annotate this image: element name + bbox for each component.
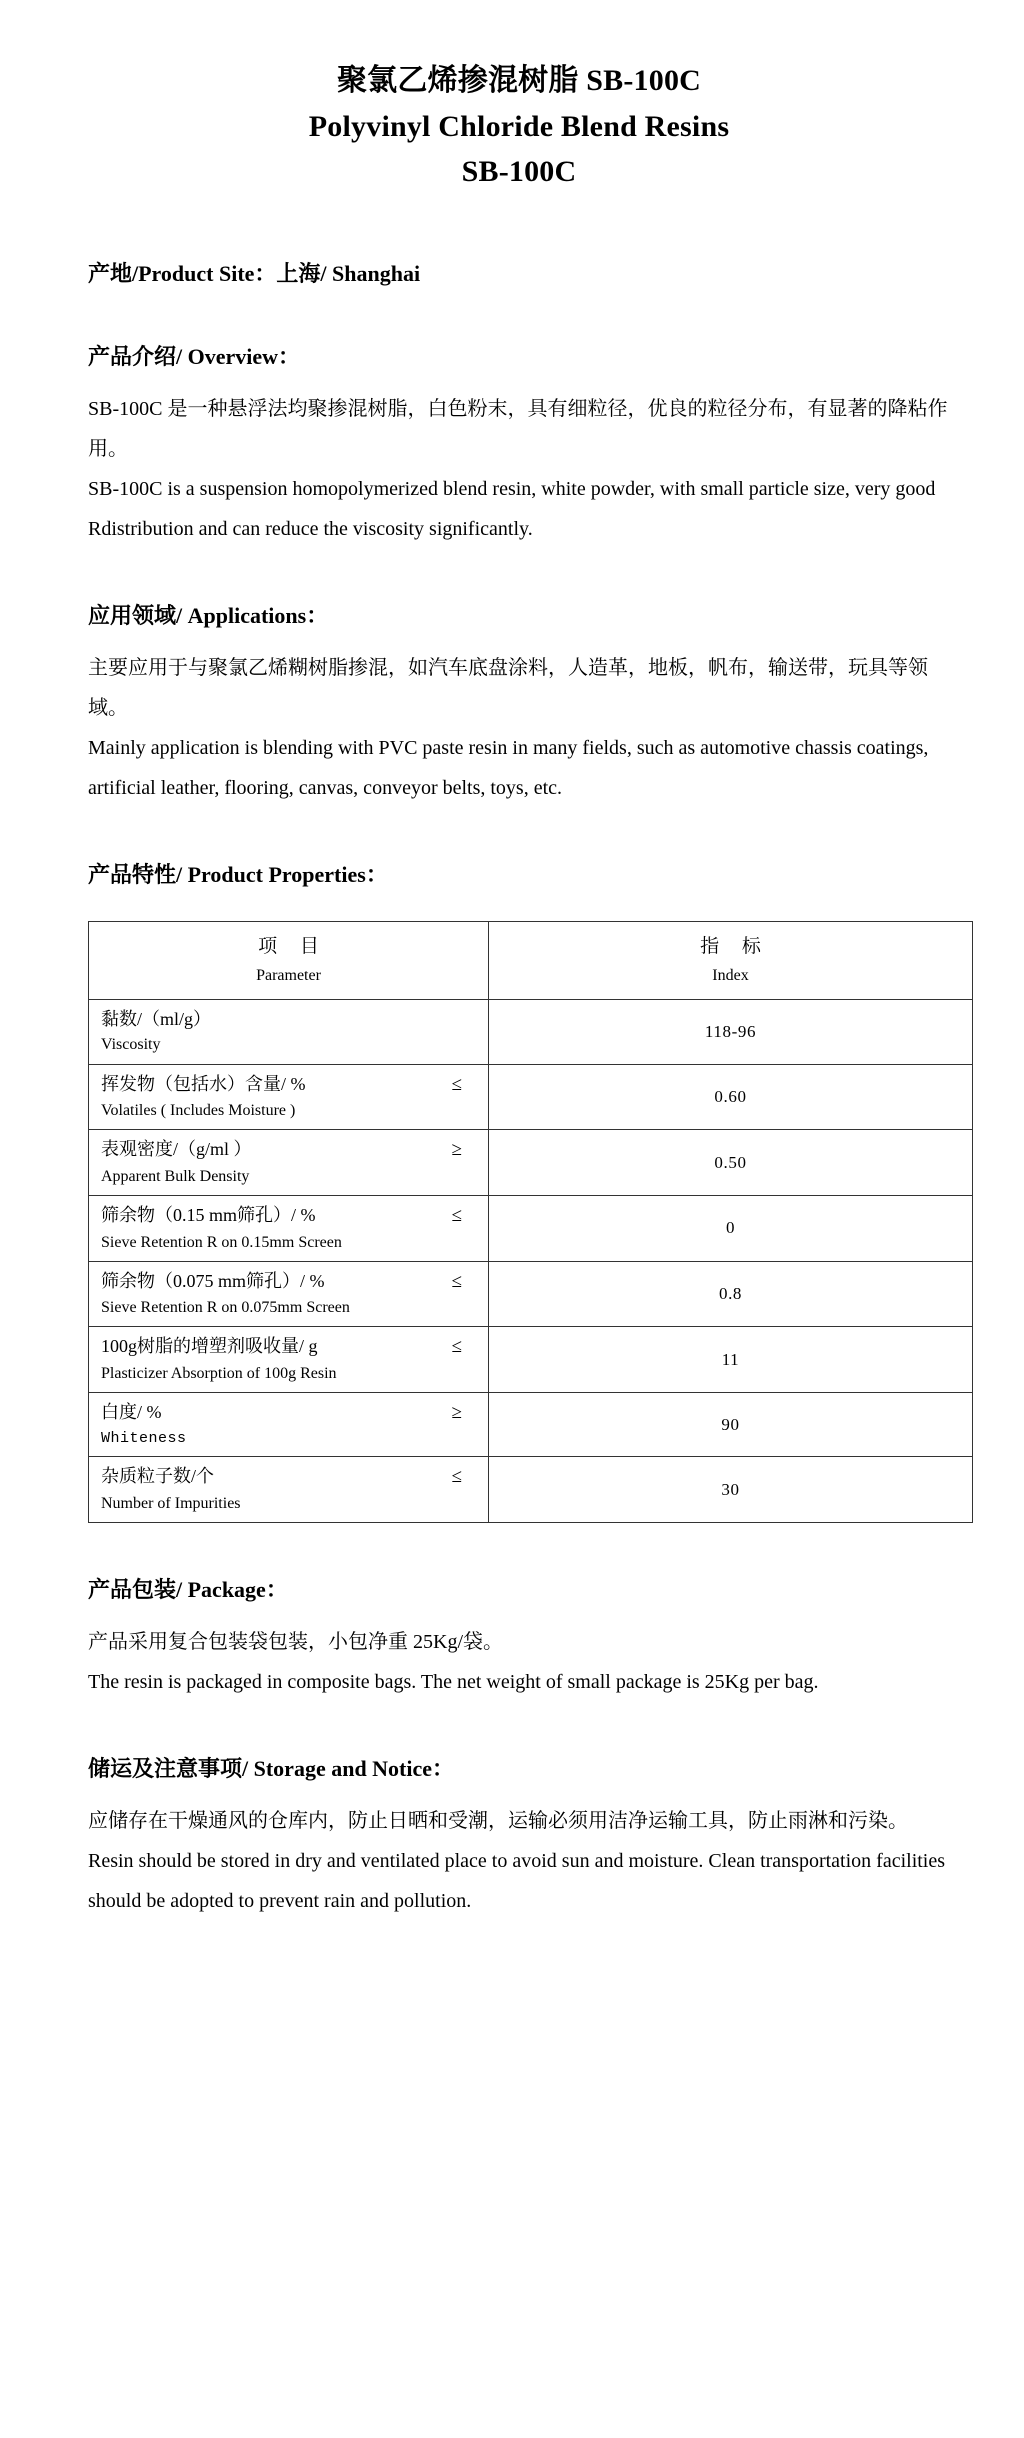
parameter-cell <box>89 1195 489 1261</box>
parameter-cell <box>89 1327 489 1393</box>
index-cell: 118-96 <box>489 1000 973 1064</box>
parameter-operator-symbol: ≤ <box>451 1336 462 1358</box>
parameter-cell <box>89 1261 489 1327</box>
header-index-chinese: 指 标 <box>700 935 770 957</box>
parameter-name-chinese: 表观密度/（g/ml ） <box>101 1139 252 1160</box>
parameter-operator-symbol: ≤ <box>451 1073 462 1095</box>
applications-text-english: Mainly application is blending with PVC paste resin in many fields, such as automotive chassis coatings, artificial leather, flooring, canvas, conveyor belts, toys, etc. <box>88 736 929 799</box>
storage-text-english: Resin should be stored in dry and ventilated place to avoid sun and moisture. Clean transportation facilities should be adopted to prevent rain and pollution. <box>88 1850 946 1913</box>
properties-table-body <box>89 921 973 1522</box>
parameter-name-english: Apparent Bulk Density <box>101 1167 250 1185</box>
section-applications <box>88 599 950 808</box>
overview-heading: 产品介绍/ Overview： <box>88 343 301 369</box>
parameter-name-english: Plasticizer Absorption of 100g Resin <box>101 1364 337 1382</box>
parameter-name-chinese: 白度/ % <box>101 1402 162 1423</box>
table-row <box>89 1130 973 1196</box>
parameter-cell <box>89 1457 489 1523</box>
parameter-cell <box>89 1064 489 1130</box>
parameter-name-english: Whiteness <box>101 1429 187 1447</box>
header-index-english: Index <box>712 967 749 985</box>
product-site-row <box>88 257 950 290</box>
package-text-chinese: 产品采用复合包装袋包装，小包净重 25Kg/袋。 <box>88 1631 503 1654</box>
parameter-name-chinese: 筛余物（0.075 mm筛孔）/ % <box>101 1270 325 1291</box>
parameter-cell <box>89 1000 489 1064</box>
table-row <box>89 1393 973 1457</box>
storage-heading: 储运及注意事项/ Storage and Notice： <box>88 1756 455 1782</box>
overview-text-chinese: SB-100C 是一种悬浮法均聚掺混树脂，白色粉末，具有细粒径，优良的粒径分布，有显著的降粘作用。 <box>88 397 948 460</box>
document-title <box>88 0 950 195</box>
parameter-name-english: Sieve Retention R on 0.075mm Screen <box>101 1299 350 1317</box>
section-product-properties <box>88 858 950 1523</box>
parameter-name-english: Number of Impurities <box>101 1495 241 1513</box>
parameter-name-chinese: 杂质粒子数/个 <box>101 1466 215 1487</box>
parameter-name-chinese: 挥发物（包括水）含量/ % <box>101 1073 306 1094</box>
index-cell: 0.60 <box>489 1064 973 1130</box>
header-parameter-chinese: 项 目 <box>258 935 328 957</box>
header-cell-index <box>489 921 973 999</box>
section-package <box>88 1573 950 1702</box>
table-row <box>89 1327 973 1393</box>
applications-text-chinese: 主要应用于与聚氯乙烯糊树脂掺混，如汽车底盘涂料，人造革，地板，帆布，输送带，玩具等领域。 <box>88 656 928 719</box>
index-cell: 0.8 <box>489 1261 973 1327</box>
package-heading: 产品包装/ Package： <box>88 1577 288 1603</box>
parameter-name-chinese: 100g树脂的增塑剂吸收量/ g <box>101 1336 318 1357</box>
table-row <box>89 1064 973 1130</box>
parameter-operator-symbol: ≤ <box>451 1466 462 1488</box>
parameter-name-english: Volatiles ( Includes Moisture ) <box>101 1102 296 1120</box>
table-row <box>89 1000 973 1064</box>
index-cell: 0.50 <box>489 1130 973 1196</box>
parameter-cell <box>89 1130 489 1196</box>
index-cell: 11 <box>489 1327 973 1393</box>
header-parameter-english: Parameter <box>256 967 321 985</box>
index-cell: 0 <box>489 1195 973 1261</box>
properties-heading: 产品特性/ Product Properties： <box>88 861 388 887</box>
parameter-operator-symbol: ≤ <box>451 1204 462 1226</box>
parameter-cell <box>89 1393 489 1457</box>
title-english-line-2: SB-100C <box>461 155 577 189</box>
parameter-operator-symbol: ≥ <box>451 1402 462 1424</box>
parameter-operator-symbol: ≤ <box>451 1270 462 1292</box>
table-row <box>89 1457 973 1523</box>
parameter-name-chinese: 筛余物（0.15 mm筛孔）/ % <box>101 1204 316 1225</box>
applications-heading: 应用领域/ Applications： <box>88 602 329 628</box>
properties-table-wrap <box>88 921 950 1523</box>
parameter-name-english: Viscosity <box>101 1036 161 1054</box>
index-cell: 90 <box>489 1393 973 1457</box>
parameter-name-chinese: 黏数/（ml/g） <box>101 1009 212 1030</box>
header-cell-parameter <box>89 921 489 999</box>
table-header-row <box>89 921 973 999</box>
product-site-value: 上海/ Shanghai <box>276 260 421 286</box>
parameter-name-english: Sieve Retention R on 0.15mm Screen <box>101 1233 342 1251</box>
index-cell: 30 <box>489 1457 973 1523</box>
section-storage-notice <box>88 1752 950 1921</box>
title-english-line-1: Polyvinyl Chloride Blend Resins <box>308 109 730 143</box>
bottom-spacer <box>88 1921 950 1963</box>
overview-text-english: SB-100C is a suspension homopolymerized blend resin, white powder, with small particle size, very good Rdistribution and can reduce the viscosity significantly. <box>88 477 936 540</box>
title-chinese: 聚氯乙烯掺混树脂 SB-100C <box>336 64 702 97</box>
product-site-label: 产地/Product Site： <box>88 260 277 286</box>
parameter-operator-symbol: ≥ <box>451 1139 462 1161</box>
properties-table <box>88 921 973 1523</box>
section-overview <box>88 340 950 549</box>
table-row <box>89 1195 973 1261</box>
table-row <box>89 1261 973 1327</box>
storage-text-chinese: 应储存在干燥通风的仓库内，防止日晒和受潮，运输必须用洁净运输工具，防止雨淋和污染。 <box>88 1810 908 1833</box>
package-text-english: The resin is packaged in composite bags. The net weight of small package is 25Kg per bag. <box>88 1671 819 1694</box>
